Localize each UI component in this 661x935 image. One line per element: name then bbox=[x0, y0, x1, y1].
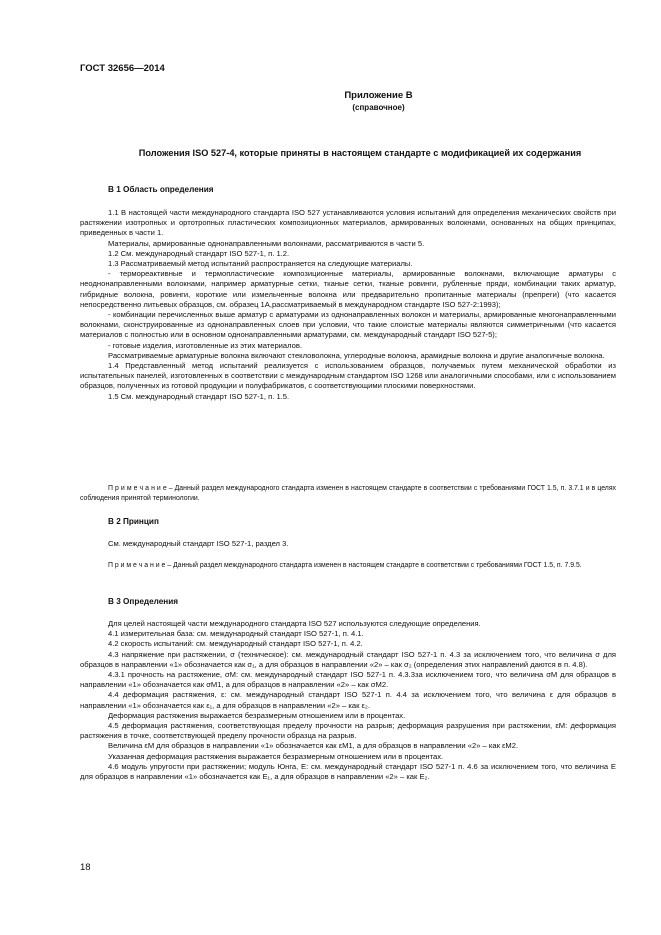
paragraph: 1.4 Представленный метод испытаний реализуется с использованием образцов, получаемых путем механической обработки из испытательных панелей, изготовленных в соответствии с международным стандартом ISO 1268 или аналогичными способами, или с использованием образцов, полученных из готовой продукции и полуфабрикатов, с соответствующими плоскими поверхностями. bbox=[80, 361, 616, 391]
paragraph: 4.3 напряжение при растяжении, σ (техническое): см. международный стандарт ISO 527-1 п. 4.3 за исключением того, что величина σ для образцов в направлении «1» обозначается как σ₁, а для образцов в направлении «2» – как σ₂ (определения этих направлений даются в п. 4.8). bbox=[80, 649, 616, 669]
note-label: П р и м е ч а н и е bbox=[108, 562, 166, 569]
paragraph: 1.3 Рассматриваемый метод испытаний распространяется на следующие материалы. bbox=[108, 259, 413, 269]
main-title: Положения ISO 527-4, которые приняты в настоящем стандарте с модификацией их содержания bbox=[138, 148, 582, 158]
paragraph: Деформация растяжения выражается безразмерным отношением или в процентах. bbox=[108, 710, 406, 720]
note-text: – Данный раздел международного стандарта изменен в настоящем стандарте в соответствии с требованиями ГОСТ 1.5, п. 3.7.1 и в целях соблюдения принятой терминологии. bbox=[80, 485, 617, 502]
paragraph: Рассматриваемые арматурные волокна включают стекловолокна, углеродные волокна, арамидные волокна и другие аналогичные волокна. bbox=[108, 350, 605, 360]
paragraph: - термореактивные и термопластические композиционные материалы, армированные волокнами, включающие арматуры с неоднонаправленными волокнами, например арматурные сетки, тканые сетки, тканые ровинги, рубленные пряди, комбинации таких арматур, гибридные волокна, ровинги, короткие или измельченные волокна или предварительно пропитанные материалы (препреги) (что касается непосредственно литьевых образцов, см. образец 1А,рассматриваемый в международном стандарте ISO 527-2:1993); bbox=[80, 269, 616, 309]
paragraph: Для целей настоящей части международного стандарта ISO 527 используются следующие определения. bbox=[108, 619, 481, 628]
section-b2-body bbox=[80, 539, 616, 549]
paragraph: 1.1 В настоящей части международного стандарта ISO 527 устанавливаются условия испытаний для определения механических свойств при растяжении изотропных и ортотропных пластических композиционных материалов, армированных волокнами, основанных на общих принципах, приведенных в части 1. bbox=[80, 208, 616, 238]
paragraph: 1.2 См. международный стандарт ISO 527-1, п. 1.2. bbox=[108, 248, 290, 258]
paragraph: 4.2 скорость испытаний: см. международный стандарт ISO 527-1, п. 4.2. bbox=[108, 639, 363, 649]
page-number: 18 bbox=[80, 862, 91, 873]
section-b2-note bbox=[80, 561, 616, 571]
note-label: П р и м е ч а н и е bbox=[108, 485, 167, 492]
paragraph: 1.5 См. международный стандарт ISO 527-1, п. 1.5. bbox=[108, 391, 290, 401]
standard-header: ГОСТ 32656—2014 bbox=[80, 63, 165, 74]
paragraph: См. международный стандарт ISO 527-1, раздел 3. bbox=[108, 539, 289, 548]
annex-subtitle: (справочное) bbox=[352, 103, 405, 112]
paragraph: - комбинации перечисленных выше арматур с арматурами из однонаправленных волокон и материалы, армированные многонаправленными волокнами, сконструированные из однонаправленных слоев при условии, что такие слоистые материалы являются симметричными (что касается материалов с полностью или в основном однонаправленными арматурами, см. международный стандарт ISO 527-5); bbox=[80, 310, 616, 340]
paragraph: - готовые изделия, изготовленные из этих материалов. bbox=[108, 340, 303, 350]
paragraph: Материалы, армированные однонаправленными волокнами, рассматриваются в части 5. bbox=[108, 238, 425, 248]
annex-title: Приложение В bbox=[344, 90, 413, 101]
paragraph: 4.3.1 прочность на растяжение, σM: см. международный стандарт ISO 527-1 п. 4.3.3за исключением того, что величина σM для образцов в направлении «1» обозначается как σM1, а для образцов в направлении «2» – как σM2. bbox=[80, 670, 616, 690]
paragraph: 4.5 деформация растяжения, соответствующая пределу прочности на разрыв; деформация разрушения при растяжении, εM: деформация растяжения в точке, соответствующей пределу прочности образца на разрыв. bbox=[80, 721, 616, 741]
paragraph: Указанная деформация растяжения выражается безразмерным отношением или в процентах. bbox=[108, 751, 444, 761]
paragraph: 4.1 измерительная база: см. международный стандарт ISO 527-1, п. 4.1. bbox=[108, 629, 364, 639]
paragraph: 4.4 деформация растяжения, ε: см. международный стандарт ISO 527-1 п. 4.4 за исключением того, что величина ε для образцов в направлении «1» обозначается как ε₁, а для образцов в направлении «2» – как ε₂. bbox=[80, 690, 616, 710]
section-b1-body bbox=[80, 208, 616, 402]
section-b1-title: В 1 Область определения bbox=[108, 185, 214, 194]
section-b3-body bbox=[80, 619, 616, 782]
section-b2-title: В 2 Принцип bbox=[108, 517, 159, 526]
paragraph: 4.6 модуль упругости при растяжении; модуль Юнга, E: см. международный стандарт ISO 527-1 п. 4.6 за исключением того, что величина E для образцов в направлении «1» обозначается как E₁, а для образцов в направлении «2» – как E₂. bbox=[80, 761, 616, 782]
section-b1-note bbox=[80, 484, 616, 503]
note-text: – Данный раздел международного стандарта изменен в настоящем стандарте в соответствии с требованиями ГОСТ 1.5, п. 7.9.5. bbox=[165, 562, 582, 569]
paragraph: Величина εM для образцов в направлении «1» обозначается как εM1, а для образцов в направлении «2» – как εM2. bbox=[108, 741, 519, 751]
section-b3-title: В 3 Определения bbox=[108, 597, 179, 606]
